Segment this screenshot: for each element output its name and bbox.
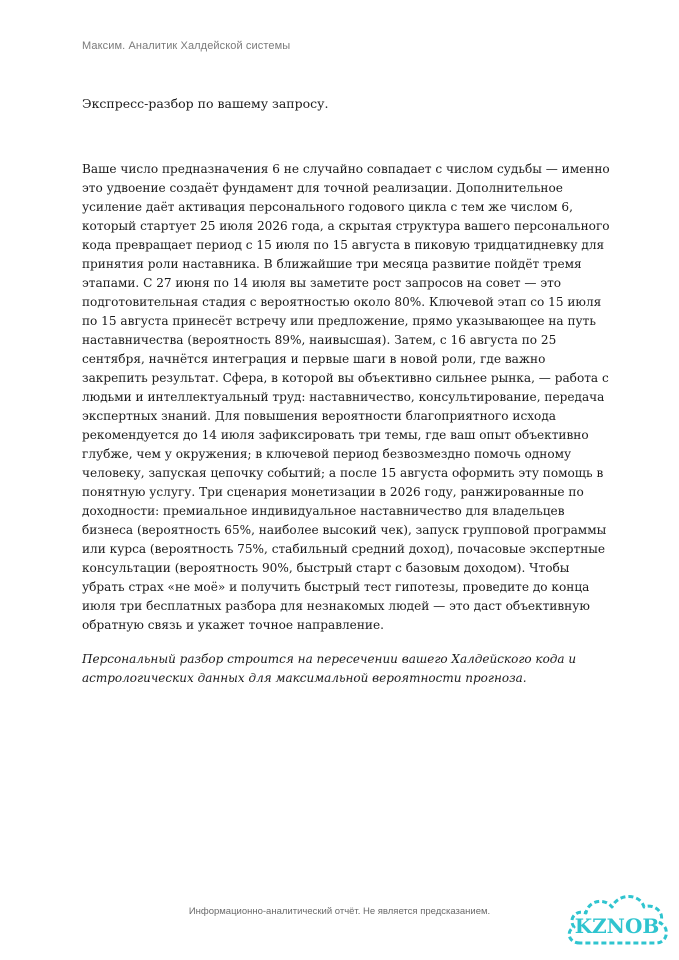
document-body: Ваше число предназначения 6 не случайно совпадает с числом судьбы — именно это удвоение создаёт фундамент для точной реализации. Дополнительное усиление даёт активация персонального годового цикла с тем же числом 6, который стартует 25 июля 2026 года, а скрытая структура вашего персонального кода превращает период с 15 июля по 15 августа в пиковую тридцатидневку для принятия роли наставника. В ближайшие три месяца развитие пойдёт тремя этапами. С 27 июня по 14 июля вы заметите рост запросов на совет — это подготовительная стадия с вероятностью около 80%. Ключевой этап со 15 июля по 15 августа принесёт встречу или предложение, прямо указывающее на путь наставничества (вероятность 89%, наивысшая). Затем, с 16 августа по 25 сентября, начнётся интеграция и первые шаги в новой роли, где важно закрепить результат. Сфера, в которой вы объективно сильнее рынка, — работа с людьми и интеллектуальный труд: наставничество, консультирование, передача экспертных знаний. Для повышения вероятности благоприятного исхода рекомендуется до 14 июля зафиксировать три темы, где ваш опыт объективно глубже, чем у окружения; в ключевой период безвозмездно помочь одному человеку, запуская цепочку событий; а после 15 августа оформить эту помощь в понятную услугу. Три сценария монетизации в 2026 году, ранжированные по доходности: премиальное индивидуальное наставничество для владельцев бизнеса (вероятность 65%, наиболее высокий чек), запуск групповой программы или курса (вероятность 75%, стабильный средний доход), почасовые экспертные консультации (вероятность 90%, быстрый старт с базовым доходом). Чтобы убрать страх «не моё» и получить быстрый тест гипотезы, проведите до конца июля три бесплатных разбора для незнакомых людей — это даст объективную обратную связь и укажет точное направление. [82,162,610,632]
watermark-text: KZNOB [574,914,660,938]
author-header: Максим. Аналитик Халдейской системы [82,40,291,52]
document-footnote: Персональный разбор строится на пересечении вашего Халдейского кода и астрологических данных для максимальной вероятности прогноза. [82,652,577,685]
document-heading: Экспресс-разбор по вашему запросу. [82,96,329,111]
footer-disclaimer: Информационно-аналитический отчёт. Не является предсказанием. [188,906,491,917]
cloud-logo-icon [562,885,672,953]
